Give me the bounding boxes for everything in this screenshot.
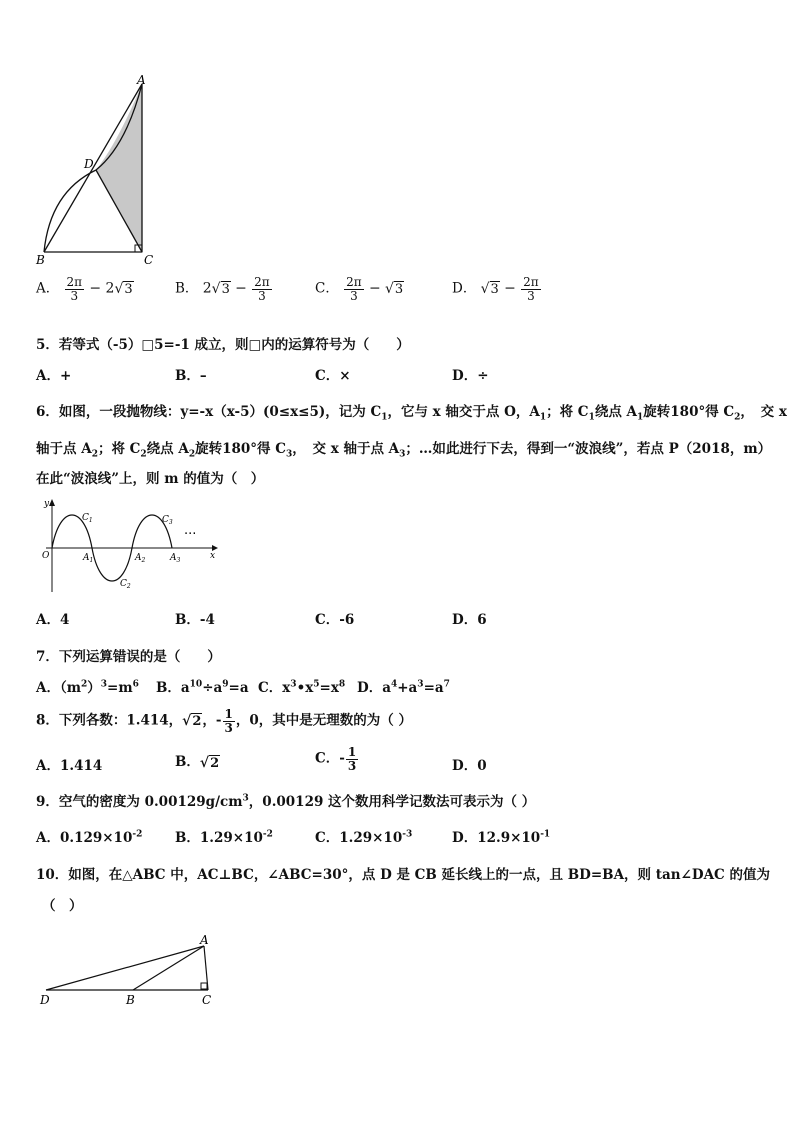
op: − <box>235 280 247 297</box>
q5-option-b[interactable]: B．– <box>175 368 207 384</box>
q6-option-c[interactable]: C．-6 <box>315 612 355 628</box>
q10-stem-line1: 10．如图，在△ABC 中，AC⊥BC，∠ABC=30°，点 D 是 CB 延长线上的一点，且 BD=BA，则 tan∠DAC 的值为 <box>36 867 770 883</box>
label-c3: $C_3$ <box>162 515 173 526</box>
sqrt: √2 <box>199 754 220 771</box>
q10-figure <box>36 932 226 1012</box>
q9-option-c[interactable]: C．$1.29\times 10^{-3}$ <box>315 829 413 846</box>
label-a3: $A_3$ <box>170 553 181 564</box>
label-a: A <box>137 74 146 87</box>
q7-option-c[interactable]: C．$x^3•x^5=x^8$ <box>258 679 346 696</box>
q5-option-c[interactable]: C．× <box>315 368 351 384</box>
q6-option-b[interactable]: B．-4 <box>175 612 215 628</box>
label-d: D <box>84 157 94 171</box>
option-letter: B． <box>175 280 199 297</box>
q5-stem: 5．若等式（-5）□5=-1 成立，则□内的运算符号为（ ） <box>36 337 410 353</box>
op: − <box>368 280 381 297</box>
sqrt: √3 <box>385 281 404 298</box>
sqrt: √3 <box>480 281 499 298</box>
label-a2: $A_2$ <box>135 553 146 564</box>
q7-option-a[interactable]: A．$(m^2)^3=m^6$ <box>36 679 139 696</box>
y-axis-arrow <box>49 499 55 506</box>
label-c1: $C_1$ <box>82 513 93 524</box>
q8-option-a[interactable]: A．1.414 <box>36 758 103 774</box>
q9-option-b[interactable]: B．$1.29\times 10^{-2}$ <box>175 829 273 846</box>
q6-stem-line2: 轴于点 $A_2$；将 $C_2$绕点 $A_2$旋转180°得 $C_3$， 交 x 轴于点 $A_3$；…如此进行下去，得到一“波浪线”，若点 P（2018，m） <box>36 441 772 460</box>
right-angle-mark <box>201 983 207 989</box>
label-a1: $A_1$ <box>83 553 94 564</box>
coef: 2 <box>202 280 212 297</box>
q10-stem-line2: （ ） <box>42 898 83 914</box>
fraction: $\frac{2\pi}{3}$ <box>523 275 539 303</box>
q8-option-d[interactable]: D．0 <box>452 758 487 774</box>
q4-figure <box>30 74 170 269</box>
curve-c2 <box>92 548 132 581</box>
ellipsis: ··· <box>184 527 197 542</box>
op: − <box>504 280 516 297</box>
q9-option-a[interactable]: A．$0.129\times 10^{-2}$ <box>36 829 143 846</box>
fraction: $\frac{1}{3}$ <box>347 745 357 773</box>
q7-option-b[interactable]: B．$a^{10}\div a^9=a$ <box>156 679 249 696</box>
q6-stem-line3: 在此“波浪线”上，则 m 的值为（ ） <box>36 471 265 487</box>
q7-option-d[interactable]: D．$a^4+a^3=a^7$ <box>357 679 450 696</box>
label-b: B <box>126 993 135 1007</box>
q4-option-b[interactable] <box>175 276 273 302</box>
fraction: $\frac{2\pi}{3}$ <box>254 275 270 303</box>
q8-option-b[interactable]: B．√2 <box>175 754 220 771</box>
segment-ba <box>133 946 204 990</box>
q6-option-d[interactable]: D．6 <box>452 612 487 628</box>
shaded-region <box>96 84 142 252</box>
label-o: O <box>42 551 50 561</box>
q4-option-a[interactable] <box>36 276 134 302</box>
fraction: $\frac{2\pi}{3}$ <box>346 275 362 303</box>
sqrt: √3 <box>114 281 133 298</box>
q7-stem: 7．下列运算错误的是（ ） <box>36 649 221 665</box>
fraction: $\frac{2\pi}{3}$ <box>66 275 83 303</box>
q5-option-a[interactable]: A．+ <box>36 368 72 384</box>
label-c: C <box>144 253 154 267</box>
q8-stem: 8．下列各数：1.414，√2，- $\frac{1}{3}$ ，0，其中是无理数的为（ ） <box>36 707 412 735</box>
label-c2: $C_2$ <box>120 579 131 590</box>
q9-stem: 9．空气的密度为 $0.00129g/cm^3$，0.00129 这个数用科学记数法可表示为（ ） <box>36 793 536 810</box>
q4-option-d[interactable] <box>452 276 542 302</box>
label-x: x <box>210 551 216 561</box>
segment-da <box>46 946 204 990</box>
fraction: $\frac{1}{3}$ <box>224 707 233 735</box>
q6-figure <box>36 494 226 594</box>
q6-stem-line1: 6．如图，一段抛物线：y=-x（x-5）(0≤x≤5)，记为 $C_1$，它与 x 轴交于点 O，$A_1$；将 $C_1$绕点 $A_1$旋转180°得 $C_2$， 交 x <box>36 404 787 423</box>
option-letter: C． <box>315 280 339 297</box>
option-letter: A． <box>36 280 60 297</box>
q4-option-c[interactable] <box>315 276 404 302</box>
label-b: B <box>36 253 45 267</box>
option-letter: D． <box>452 280 477 297</box>
label-y: y <box>44 499 50 509</box>
q5-option-d[interactable]: D．÷ <box>452 368 489 384</box>
q6-option-a[interactable]: A．4 <box>36 612 70 628</box>
op: − 2 <box>89 280 115 297</box>
label-a: A <box>200 933 209 947</box>
sqrt: √3 <box>211 281 230 298</box>
label-d: D <box>40 993 50 1007</box>
sqrt: √2 <box>182 713 202 730</box>
label-c: C <box>202 993 212 1007</box>
q9-option-d[interactable]: D．$12.9\times 10^{-1}$ <box>452 829 551 846</box>
q8-option-c[interactable]: C．- $\frac{1}{3}$ <box>315 745 357 773</box>
